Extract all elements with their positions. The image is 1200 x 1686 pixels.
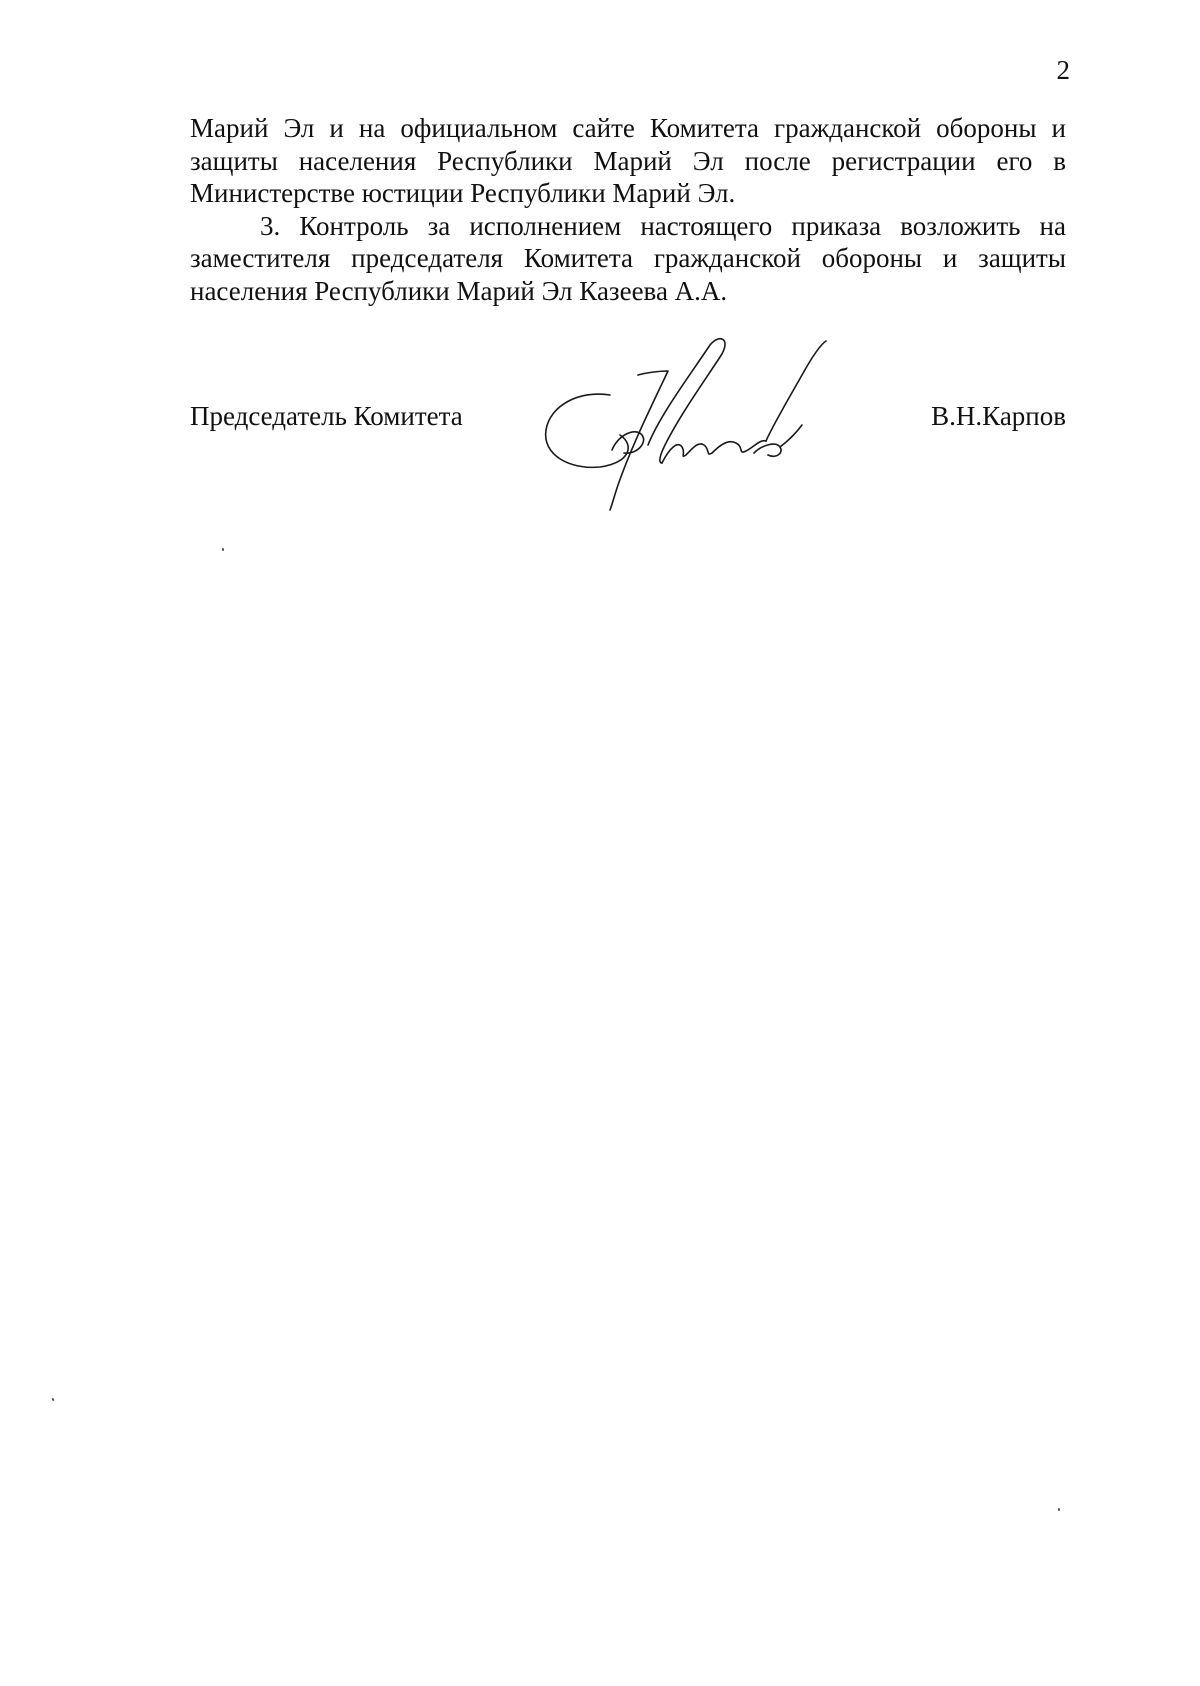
document-body [190,112,1066,307]
paragraph-item-3: 3. Контроль за исполнением настоящего приказа возложить на заместителя председателя Комитета гражданской обороны и защиты населения Республики Марий Эл Казеева А.А. [190,210,1066,306]
page-number: 2 [1056,55,1070,85]
scan-speck [1058,1508,1060,1511]
scan-speck [222,548,224,551]
handwritten-signature [540,335,850,515]
signer-title: Председатель Комитета [190,401,463,431]
signer-name: В.Н.Карпов [931,401,1066,431]
paragraph-continuation: Марий Эл и на официальном сайте Комитета гражданской обороны и защиты населения Республики Марий Эл после регистрации его в Министерстве юстиции Республики Марий Эл. [190,113,1066,208]
scan-speck [51,1398,54,1402]
